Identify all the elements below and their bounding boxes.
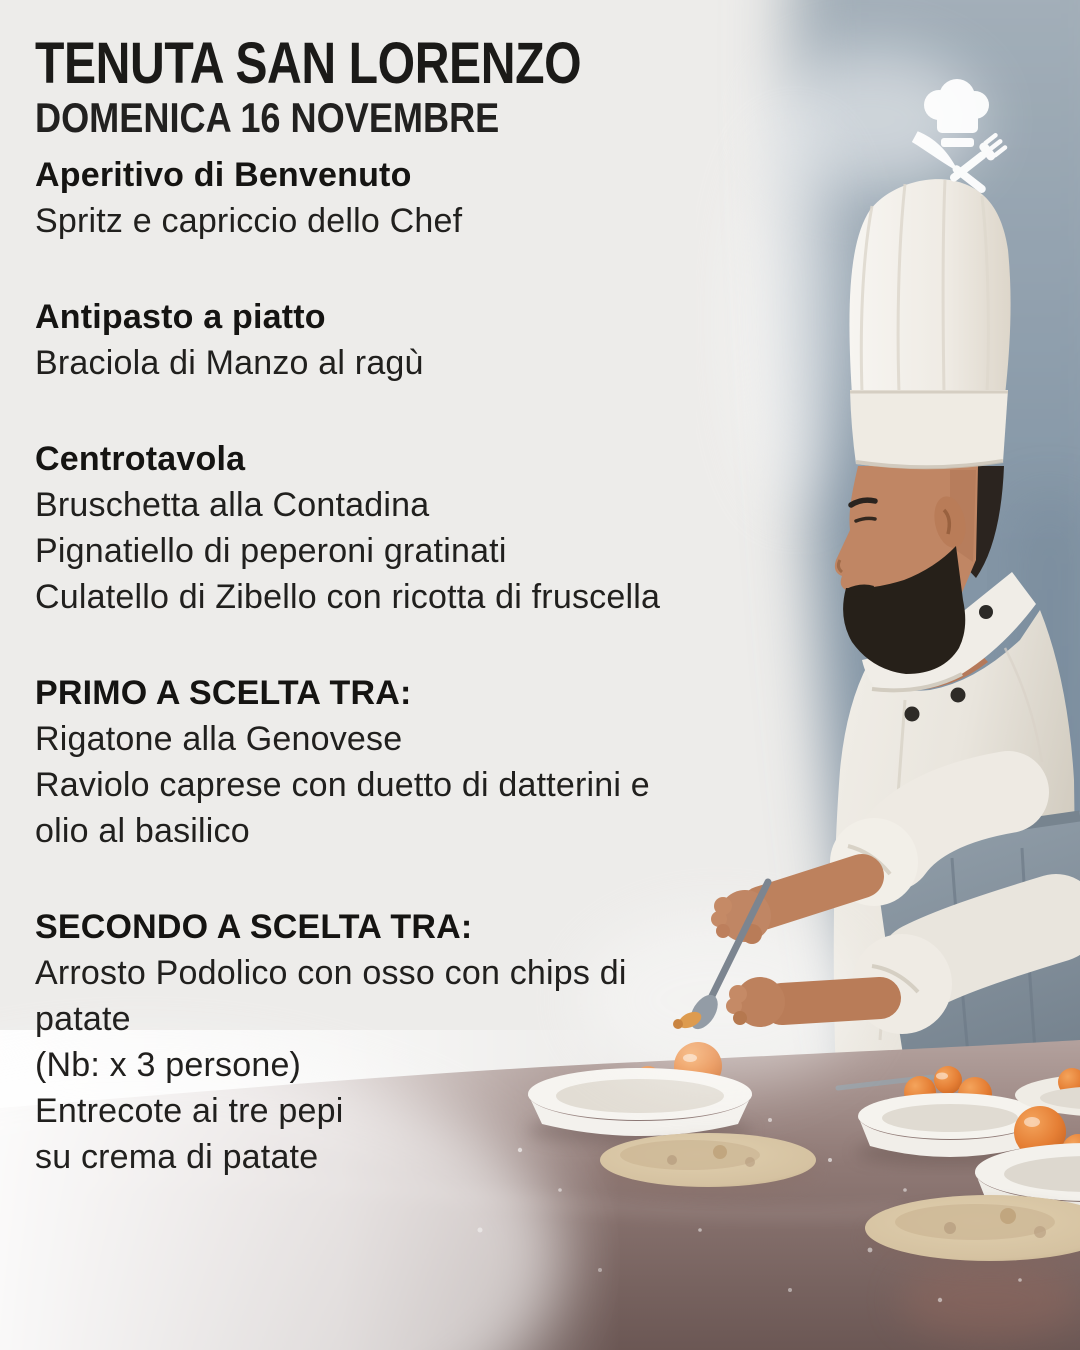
menu-section-secondo bbox=[35, 904, 825, 1180]
section-heading: SECONDO A SCELTA TRA: bbox=[35, 908, 473, 946]
section-heading: Aperitivo di Benvenuto bbox=[35, 156, 412, 194]
menu-item: (Nb: x 3 persone) bbox=[35, 1046, 302, 1084]
poster-subtitle: DOMENICA 16 NOVEMBRE bbox=[35, 94, 500, 141]
section-heading: PRIMO A SCELTA TRA: bbox=[35, 674, 412, 712]
menu-item: Raviolo caprese con duetto di datterini e bbox=[35, 766, 650, 804]
menu-section-centrotavola bbox=[35, 436, 825, 620]
menu-item: su crema di patate bbox=[35, 1138, 319, 1176]
section-heading: Antipasto a piatto bbox=[35, 298, 326, 336]
menu-item: Braciola di Manzo al ragù bbox=[35, 344, 424, 382]
menu-section-antipasto bbox=[35, 294, 825, 386]
menu-section-primo bbox=[35, 670, 825, 854]
menu-item: patate bbox=[35, 1000, 131, 1038]
menu-section-aperitivo bbox=[35, 152, 825, 244]
poster-title: TENUTA SAN LORENZO bbox=[35, 31, 582, 96]
section-heading: Centrotavola bbox=[35, 440, 246, 478]
chef-toque-hat bbox=[849, 179, 1010, 468]
menu-item: Spritz e capriccio dello Chef bbox=[35, 202, 463, 240]
menu-item: Arrosto Podolico con osso con chips di bbox=[35, 954, 627, 992]
menu-item: Entrecote ai tre pepi bbox=[35, 1092, 344, 1130]
menu-item: Culatello di Zibello con ricotta di fruscella bbox=[35, 578, 661, 616]
menu-text-column bbox=[35, 31, 825, 1180]
menu-item: Rigatone alla Genovese bbox=[35, 720, 403, 758]
menu-item: Bruschetta alla Contadina bbox=[35, 486, 430, 524]
menu-item: olio al basilico bbox=[35, 812, 250, 850]
menu-item: Pignatiello di peperoni gratinati bbox=[35, 532, 507, 570]
flatbread-right bbox=[865, 1195, 1080, 1270]
